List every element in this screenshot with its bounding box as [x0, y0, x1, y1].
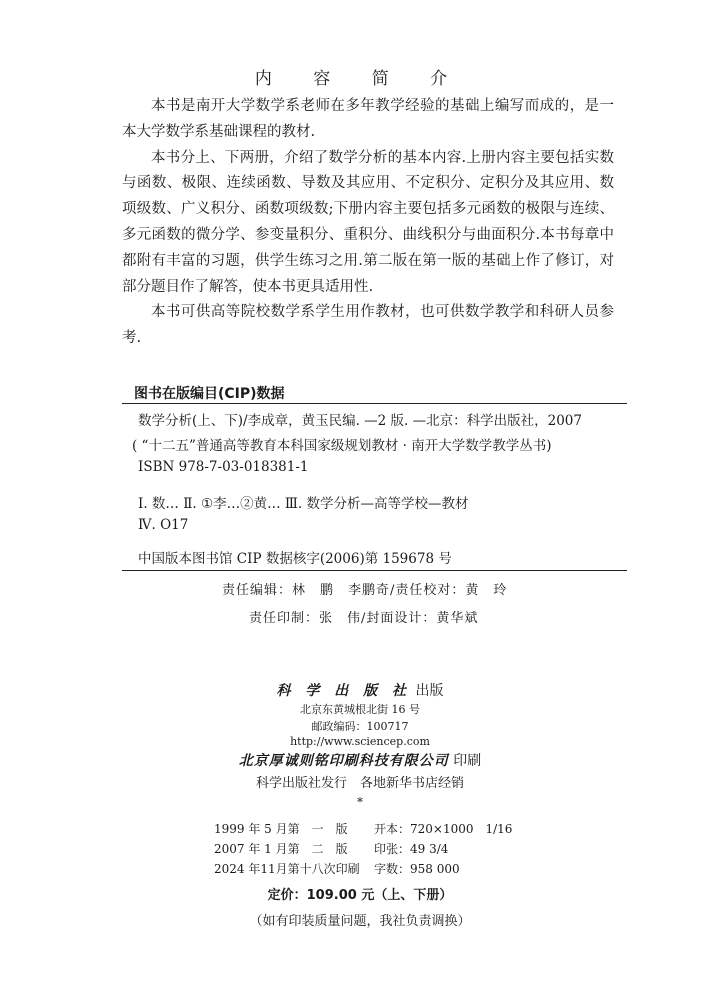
- cip-top-rule: [122, 403, 627, 404]
- publisher-website: http://www.sciencep.com: [290, 735, 430, 748]
- edition-row: [214, 820, 512, 837]
- price: 定价：109.00 元（上、下册）: [267, 888, 453, 903]
- cip-record-number: 中国版本图书馆 CIP 数据核字(2006)第 159678 号: [138, 551, 452, 567]
- cip-isbn: ISBN 978-7-03-018381-1: [138, 459, 309, 475]
- edition-row: [214, 840, 448, 857]
- edition-row: [214, 860, 460, 877]
- publisher-zip: 邮政编码：100717: [311, 720, 409, 733]
- cip-heading: 图书在版编目(CIP)数据: [134, 386, 285, 402]
- edition-date: 2024 年11月第十八次印刷: [214, 862, 360, 876]
- cip-line: Ⅰ. 数… Ⅱ. ①李…②黄… Ⅲ. 数学分析—高等学校—教材: [138, 496, 469, 512]
- edition-spec: 开本：720×1000 1/16: [374, 822, 513, 836]
- cip-bottom-rule: [122, 570, 627, 571]
- intro-body: [122, 94, 614, 352]
- edition-date: 2007 年 1 月第 二 版: [214, 842, 348, 856]
- cip-line: Ⅳ. O17: [138, 517, 189, 533]
- intro-paragraph: 本书是南开大学数学系老师在多年教学经验的基础上编写而成的，是一本大学数学系基础课程的教材.: [122, 98, 614, 140]
- cip-line: 数学分析(上、下)/李成章，黄玉民编. —2 版. —北京：科学出版社，2007: [138, 413, 582, 429]
- quality-notice: （如有印装质量问题，我社负责调换）: [249, 914, 471, 929]
- publisher-name: 科 学 出 版 社: [276, 683, 412, 699]
- publisher-address: 北京东黄城根北街 16 号: [300, 703, 420, 716]
- publisher-suffix: 出版: [415, 683, 444, 699]
- printer-line: [0, 750, 720, 770]
- distribution-line: 科学出版社发行 各地新华书店经销: [255, 776, 464, 791]
- cip-line: ( “十二五”普通高等教育本科国家级规划教材 · 南开大学数学教学丛书): [132, 438, 552, 454]
- edition-spec: 字数：958 000: [374, 862, 460, 876]
- production-credits: 责任印制：张 伟/封面设计：黄华斌: [249, 611, 479, 626]
- editor-credits: 责任编辑：林 鹏 李鹏奇/责任校对：黄 玲: [222, 583, 508, 598]
- edition-date: 1999 年 5 月第 一 版: [214, 822, 348, 836]
- printer-name: 北京厚诚则铭印刷科技有限公司: [238, 753, 449, 769]
- separator-star: *: [357, 795, 363, 809]
- intro-paragraph: 本书分上、下两册，介绍了数学分析的基本内容.上册内容主要包括实数与函数、极限、连续函数、导数及其应用、不定积分、定积分及其应用、数项级数、广义积分、函数项级数;下册内容主要包括多元函数的极限与连续、多元函数的微分学、参变量积分、重积分、曲线积分与曲面积分.本书每章中都附有丰富的习题，供学生练习之用.第二版在第一版的基础上作了修订，对部分题目作了解答，使本书更具适用性.: [122, 149, 614, 295]
- publisher-line: [0, 680, 720, 700]
- edition-spec: 印张：49 3/4: [374, 842, 449, 856]
- intro-paragraph: 本书可供高等院校数学系学生用作教材，也可供数学教学和科研人员参考.: [122, 304, 614, 347]
- printer-suffix: 印刷: [453, 753, 482, 769]
- intro-title: 内 容 简 介: [254, 69, 466, 89]
